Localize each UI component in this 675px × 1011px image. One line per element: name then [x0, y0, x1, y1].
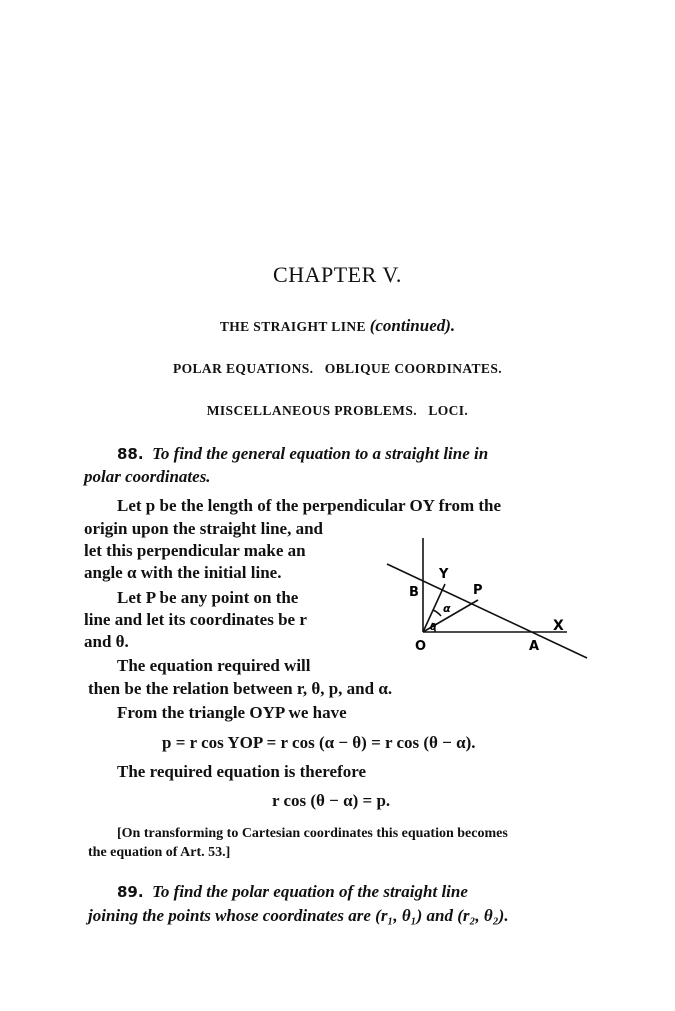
label-P: P: [473, 583, 483, 598]
para2-line-3: and θ.: [84, 632, 129, 651]
note-line-2: the equation of Art. 53.]: [88, 845, 231, 860]
perpendicular-figure: [375, 530, 600, 665]
para5: The required equation is therefore: [117, 762, 367, 781]
note-line-1: [On transforming to Cartesian coordinates this equation becomes: [117, 826, 508, 841]
subtitle-1-italic: (continued).: [369, 316, 456, 335]
chapter-subtitle-2: POLAR EQUATIONS. OBLIQUE COORDINATES.: [172, 361, 503, 376]
para1-line-3: let this perpendicular make an: [84, 541, 306, 560]
label-B: B: [409, 585, 419, 600]
label-theta: θ: [430, 623, 437, 633]
para3-line-1: The equation required will: [117, 656, 311, 675]
subtitle-1-main: THE STRAIGHT LINE: [219, 319, 366, 334]
article-89-heading-text: To find the polar equation of the straight line: [152, 882, 468, 901]
chapter-title: CHAPTER V.: [273, 262, 402, 287]
chapter-subtitle-3: MISCELLANEOUS PROBLEMS. LOCI.: [206, 403, 469, 418]
article-88-number: 88.: [117, 445, 144, 463]
para1-line-4: angle α with the initial line.: [84, 563, 282, 582]
label-X: X: [553, 618, 564, 634]
para1-line-2: origin upon the straight line, and: [84, 519, 323, 538]
article-88-heading-text: To find the general equation to a straight line in: [152, 444, 489, 463]
label-A: A: [529, 639, 540, 654]
para1-line-1: Let p be the length of the perpendicular OY from the: [117, 496, 502, 515]
label-Y: Y: [439, 567, 449, 582]
label-O: O: [415, 639, 427, 654]
article-89-heading-line-2: joining the points whose coordinates are (r₁, θ₁) and (r₂, θ₂).: [88, 906, 509, 925]
alpha-arc: [433, 610, 441, 616]
para4: From the triangle OYP we have: [117, 703, 347, 722]
article-89-heading-line-1: [117, 882, 468, 902]
para3-line-2: then be the relation between r, θ, p, and α.: [88, 679, 393, 698]
equation-1: p = r cos YOP = r cos (α − θ) = r cos (θ − α).: [162, 733, 476, 752]
equation-2: r cos (θ − α) = p.: [272, 791, 391, 810]
label-alpha: α: [443, 602, 451, 615]
article-88-heading-line-1: [117, 444, 488, 464]
article-89-number: 89.: [117, 883, 144, 901]
para2-line-2: line and let its coordinates be r: [84, 610, 307, 629]
para2-line-1: Let P be any point on the: [117, 588, 299, 607]
article-88-heading-line-2: polar coordinates.: [84, 467, 211, 486]
chapter-subtitle-1: [0, 316, 675, 336]
